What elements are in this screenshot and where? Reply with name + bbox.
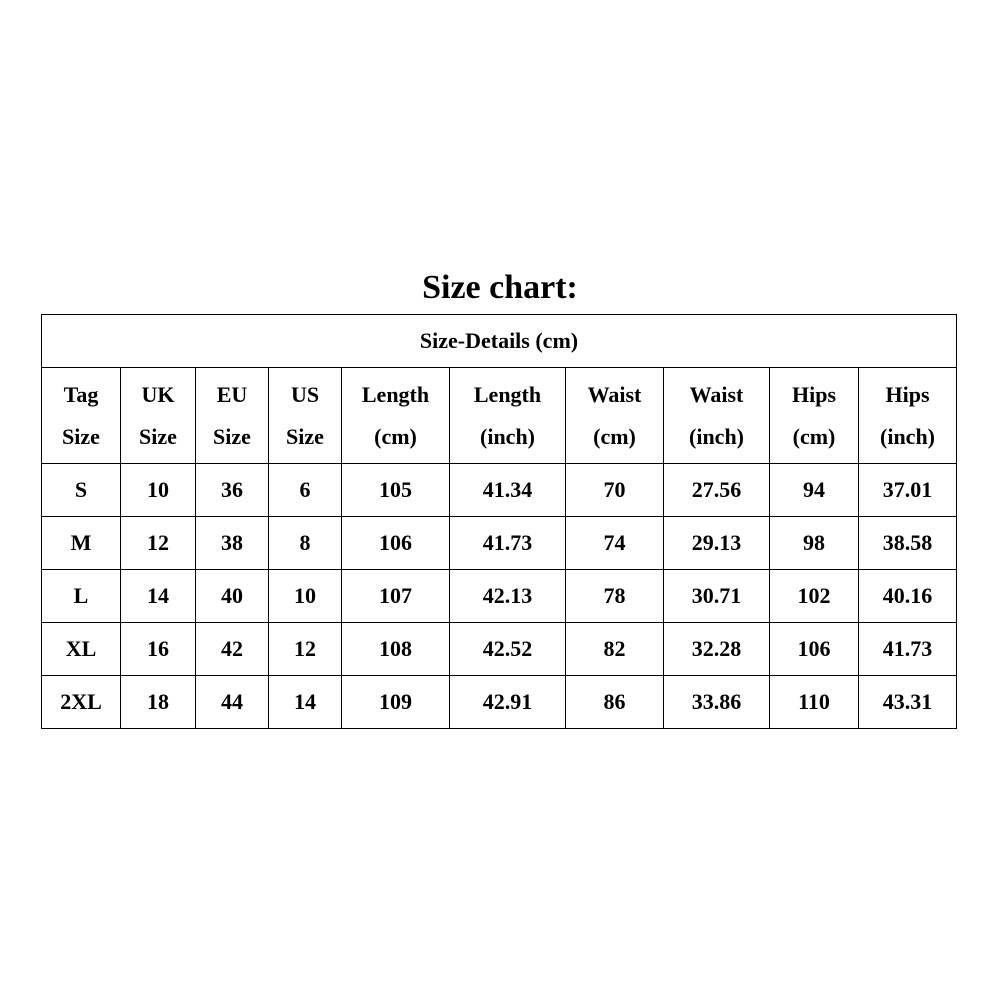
table-cell: 30.71 [664,570,770,623]
header-line: Length [473,381,542,407]
header-line: (inch) [480,423,535,449]
table-cell: 106 [342,517,450,570]
header-tag-size [42,368,121,464]
header-line: US [290,381,320,407]
table-cell: S [42,464,121,517]
table-cell: 38 [196,517,269,570]
table-cell: XL [42,623,121,676]
table-cell: 10 [269,570,342,623]
table-cell: 78 [566,570,664,623]
table-cell: 107 [342,570,450,623]
header-line: EU [216,381,248,407]
table-caption-row [42,315,957,368]
table-cell: 41.73 [859,623,957,676]
table-cell: 41.73 [450,517,566,570]
table-header-row [42,368,957,464]
header-length-cm [342,368,450,464]
table-cell: M [42,517,121,570]
header-line: Size [213,423,251,449]
table-cell: 42 [196,623,269,676]
table-cell: 105 [342,464,450,517]
table-cell: 43.31 [859,676,957,729]
table-cell: 42.91 [450,676,566,729]
table-row [42,570,957,623]
header-line: Waist [689,381,744,407]
header-line: (cm) [374,423,417,449]
table-cell: 94 [770,464,859,517]
table-cell: 18 [121,676,196,729]
table-cell: 106 [770,623,859,676]
table-cell: 42.13 [450,570,566,623]
table-row [42,676,957,729]
table-cell: 33.86 [664,676,770,729]
header-line: Hips [791,381,837,407]
table-cell: 29.13 [664,517,770,570]
header-waist-cm [566,368,664,464]
table-cell: 98 [770,517,859,570]
size-chart-table [41,314,957,729]
header-waist-inch [664,368,770,464]
header-us-size [269,368,342,464]
header-line: Size [62,423,100,449]
header-length-inch [450,368,566,464]
header-line: Size [139,423,177,449]
header-hips-cm [770,368,859,464]
table-row [42,464,957,517]
table-cell: 8 [269,517,342,570]
header-eu-size [196,368,269,464]
table-cell: 36 [196,464,269,517]
header-line: Hips [885,381,930,407]
header-hips-inch [859,368,957,464]
table-cell: 102 [770,570,859,623]
table-row [42,517,957,570]
table-cell: 110 [770,676,859,729]
header-line: Tag [63,381,99,407]
table-cell: 6 [269,464,342,517]
table-cell: L [42,570,121,623]
table-cell: 16 [121,623,196,676]
header-uk-size [121,368,196,464]
header-line: Length [361,381,430,407]
table-cell: 82 [566,623,664,676]
table-cell: 12 [121,517,196,570]
header-line: (cm) [593,423,636,449]
table-cell: 41.34 [450,464,566,517]
table-cell: 42.52 [450,623,566,676]
header-line: UK [141,381,175,407]
header-line: Size [286,423,324,449]
table-cell: 74 [566,517,664,570]
table-cell: 12 [269,623,342,676]
table-cell: 2XL [42,676,121,729]
table-cell: 32.28 [664,623,770,676]
table-cell: 108 [342,623,450,676]
table-caption: Size-Details (cm) [42,315,957,368]
table-cell: 40 [196,570,269,623]
table-cell: 44 [196,676,269,729]
table-row [42,623,957,676]
table-cell: 37.01 [859,464,957,517]
table-cell: 27.56 [664,464,770,517]
table-cell: 14 [269,676,342,729]
table-cell: 86 [566,676,664,729]
table-cell: 70 [566,464,664,517]
table-cell: 40.16 [859,570,957,623]
table-cell: 14 [121,570,196,623]
page-title: Size chart: [422,269,578,306]
table-cell: 10 [121,464,196,517]
header-line: (inch) [880,423,935,449]
header-line: (inch) [689,423,744,449]
table-cell: 109 [342,676,450,729]
header-line: Waist [587,381,642,407]
header-line: (cm) [792,423,836,449]
table-cell: 38.58 [859,517,957,570]
